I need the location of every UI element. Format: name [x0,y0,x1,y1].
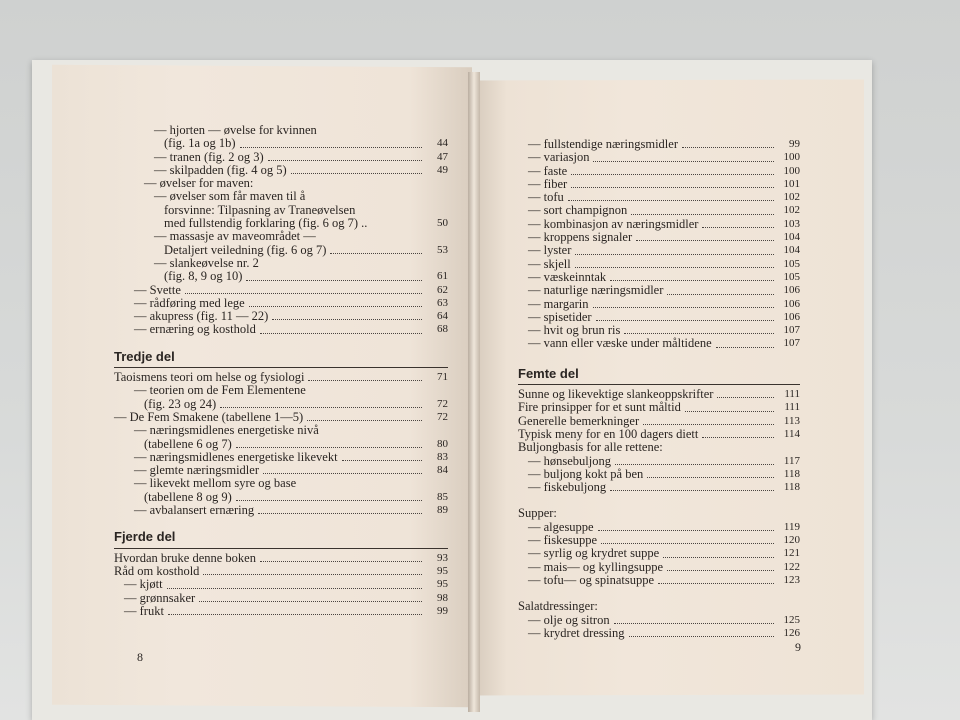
toc-entry-title: — fiber [528,176,568,191]
toc-entry-page: 68 [437,323,448,336]
toc-entry-title: — De Fem Smakene (tabellene 1—5) [114,409,304,424]
toc-entry [518,324,800,337]
toc-entry-page: 47 [437,150,448,163]
toc-entry-title: Buljongbasis for alle rettene: [518,440,663,455]
toc-entry-page: 72 [437,397,448,410]
toc-entry-page: 105 [783,270,800,283]
toc-entry [518,165,800,178]
dot-leader [263,266,422,267]
toc-entry-page: 113 [783,414,800,427]
toc-entry [518,468,800,481]
toc-entry-title: — akupress (fig. 11 — 22) [134,309,269,324]
toc-entry [518,337,800,350]
toc-entry-title: — hønsebuljong [528,453,611,468]
toc-entry-page: 93 [437,551,448,564]
page-number-left: 8 [137,650,143,664]
toc-entry-title: — kombinasjon av næringsmidler [528,216,699,231]
toc-entry-page: 62 [437,283,448,296]
toc-entry [114,217,448,230]
toc-group [114,124,448,337]
dot-leader [571,173,774,175]
toc-entry-page: 89 [437,504,448,517]
toc-entry-page: 95 [437,578,448,591]
toc-entry-title: — øvelser for maven: [144,176,254,191]
toc-entry [518,231,800,244]
toc-entry-title: Taoismens teori om helse og fysiologi [114,370,305,385]
toc-entry-page: 103 [783,217,800,230]
toc-entry-title: — ernæring og kosthold [134,322,256,337]
toc-entry [114,451,448,464]
toc-entry [518,455,800,468]
section-title-femte-del: Femte del [518,365,579,381]
dot-leader [320,240,422,241]
toc-entry-page: 106 [783,284,800,297]
toc-entry-page: 102 [783,204,800,217]
toc-entry [518,284,800,297]
toc-entry-title: (fig. 8, 9 og 10) [164,269,243,284]
dot-leader [342,459,422,461]
toc-entry-title: — hvit og brun ris [528,323,621,338]
toc-entry [518,138,800,151]
toc-entry-page: 84 [437,464,448,477]
toc-entry-title: — kroppens signaler [528,230,633,245]
toc-entry-title: — avbalansert ernæring [134,503,255,518]
dot-leader [185,292,422,294]
toc-entry-page: 64 [437,310,448,323]
toc-entry-page: 119 [783,520,800,533]
toc-entry [518,244,800,257]
toc-entry-page: 100 [783,151,800,164]
dot-leader [614,622,774,624]
toc-entry-title: — likevekt mellom syre og base [134,476,297,491]
toc-entry [114,384,448,397]
toc-entry [114,230,448,243]
toc-entry-page: 107 [783,337,800,350]
toc-entry [518,388,800,401]
toc-entry [114,151,448,164]
dot-leader [643,423,774,425]
toc-entry [114,177,448,190]
toc-entry-title: — spisetider [528,309,592,324]
toc-entry [114,270,448,283]
dot-leader [636,239,774,241]
toc-entry [518,507,800,520]
toc-entry-title: — krydret dressing [528,625,625,640]
dot-leader [593,160,774,162]
toc-entry-title: — vann eller væske under måltidene [528,336,712,351]
right-toc [518,138,800,640]
toc-group [518,507,800,587]
toc-entry-page: 98 [437,591,448,604]
toc-entry-page: 118 [783,481,800,494]
spacer [518,494,800,507]
dot-leader [310,394,422,395]
dot-leader [601,542,774,544]
toc-entry-page: 49 [437,163,448,176]
dot-leader [716,346,774,348]
toc-entry-page: 126 [783,626,800,639]
toc-entry [114,438,448,451]
dot-leader [300,487,422,488]
dot-leader [240,146,422,148]
toc-entry-page: 85 [437,490,448,503]
toc-entry [518,298,800,311]
toc-entry [518,218,800,231]
toc-entry [114,605,448,618]
toc-entry [518,534,800,547]
dot-leader [236,499,422,501]
toc-entry-page: 95 [437,564,448,577]
toc-entry [114,124,448,137]
toc-entry-page: 83 [437,450,448,463]
toc-entry-title: Generelle bemerkninger [518,413,640,428]
dot-leader [321,133,422,134]
toc-entry [114,491,448,504]
toc-entry-title: — sort champignon [528,203,628,218]
dot-leader [272,318,422,320]
dot-leader [263,472,422,474]
dot-leader [220,406,422,408]
toc-entry-title: — næringsmidlenes energetiske nivå [134,423,319,438]
toc-group [114,371,448,517]
dot-leader [631,213,774,215]
toc-entry-title: — faste [528,163,568,178]
dot-leader [717,396,774,398]
dot-leader [610,489,774,491]
toc-entry-title: — øvelser som får maven til å [154,189,306,204]
toc-entry-page: 72 [437,410,448,423]
section-title-fjerde-del: Fjerde del [114,529,176,545]
toc-entry-page: 107 [783,324,800,337]
toc-entry [114,137,448,150]
toc-group [518,388,800,494]
toc-entry [518,178,800,191]
toc-entry [114,464,448,477]
dot-leader [561,517,774,518]
toc-entry [518,401,800,414]
toc-entry-title: — rådføring med lege [134,295,245,310]
toc-entry [518,574,800,587]
toc-entry [114,244,448,257]
dot-leader [309,200,422,201]
dot-leader [330,252,422,254]
toc-entry-page: 104 [783,244,800,257]
dot-leader [568,199,774,201]
toc-entry [114,164,448,177]
toc-entry-page: 106 [783,310,800,323]
dot-leader [571,186,774,188]
toc-entry [518,441,800,454]
toc-entry-title: forsvinne: Tilpasning av Traneøvelsen [164,202,356,217]
toc-entry-page: 61 [437,270,448,283]
toc-entry-page: 99 [789,138,800,150]
toc-entry-title: — næringsmidlenes energetiske likevekt [134,449,338,464]
toc-entry-title: — væskeinntak [528,269,607,284]
toc-entry-page: 121 [783,547,800,560]
toc-entry [518,627,800,640]
book-gutter [468,72,480,712]
toc-entry-page: 106 [783,297,800,310]
toc-entry [518,561,800,574]
dot-leader [702,226,774,228]
toc-entry-title: Fire prinsipper for et sunt måltid [518,400,681,415]
dot-leader [667,293,774,295]
toc-entry-title: — fiskesuppe [528,533,598,548]
toc-entry-title: — tofu [528,190,564,205]
dot-leader [268,159,422,161]
section-rule [114,367,448,368]
toc-entry [114,323,448,336]
dot-leader [203,573,422,575]
toc-entry-page: 101 [783,177,800,190]
toc-entry-title: — skilpadden (fig. 4 og 5) [154,162,287,177]
dot-leader [682,146,774,148]
dot-leader [260,332,422,334]
toc-entry-title: — massasje av maveområdet — [154,229,316,244]
toc-entry [114,297,448,310]
toc-entry-title: — buljong kokt på ben [528,466,644,481]
toc-entry-page: 80 [437,437,448,450]
toc-entry-page: 53 [437,243,448,256]
toc-entry-title: — variasjon [528,150,590,165]
toc-entry-title: — naturlige næringsmidler [528,283,664,298]
toc-entry [114,477,448,490]
toc-entry-title: Detaljert veiledning (fig. 6 og 7) [164,242,327,257]
toc-entry-title: — margarin [528,296,589,311]
toc-entry [518,547,800,560]
toc-entry-title: — teorien om de Fem Elementene [134,383,306,398]
dot-leader [663,556,774,558]
toc-entry-title: — fiskebuljong [528,480,607,495]
dot-leader [246,279,422,281]
toc-entry [518,204,800,217]
dot-leader [575,253,774,255]
dot-leader [685,410,774,412]
toc-entry [114,371,448,384]
dot-leader [575,266,774,268]
dot-leader [658,582,774,584]
toc-entry-title: — syrlig og krydret suppe [528,546,660,561]
dot-leader [258,512,422,514]
toc-entry [518,521,800,534]
toc-entry [518,258,800,271]
dot-leader [598,529,774,531]
dot-leader [260,560,422,562]
toc-entry [114,204,448,217]
toc-entry-title: (fig. 23 og 24) [144,396,217,411]
toc-entry [114,424,448,437]
toc-entry-page: 123 [783,573,800,586]
dot-leader [702,436,774,438]
toc-entry-title: Supper: [518,506,557,521]
toc-group [114,552,448,618]
toc-entry-title: (fig. 1a og 1b) [164,136,236,151]
dot-leader [615,463,774,465]
toc-entry-title: — slankeøvelse nr. 2 [154,255,259,270]
toc-entry [518,311,800,324]
toc-entry [518,271,800,284]
toc-entry-page: 120 [783,534,800,547]
toc-entry-title: — fullstendige næringsmidler [528,137,678,151]
toc-entry-title: Hvordan bruke denne boken [114,550,256,565]
dot-leader [593,306,774,308]
toc-entry-title: — tranen (fig. 2 og 3) [154,149,264,164]
toc-entry-title: — frukt [124,603,164,618]
toc-entry-title: — Svette [134,282,181,297]
toc-entry-title: (tabellene 8 og 9) [144,489,232,504]
toc-entry [114,310,448,323]
toc-entry-title: — glemte næringsmidler [134,463,259,478]
page-number-right: 9 [795,640,801,654]
toc-entry [114,565,448,578]
toc-entry [114,504,448,517]
toc-entry-page: 71 [437,371,448,384]
dot-leader [602,610,774,611]
dot-leader [647,476,774,478]
toc-entry-title: — kjøtt [124,577,163,592]
toc-entry-page: 114 [783,427,800,440]
toc-entry [114,411,448,424]
toc-entry-title: — olje og sitron [528,612,610,627]
toc-entry [518,415,800,428]
toc-group [518,600,800,640]
toc-entry [518,428,800,441]
dot-leader [307,419,422,421]
dot-leader [624,332,774,334]
toc-entry [518,614,800,627]
dot-leader [257,186,422,187]
dot-leader [596,319,774,321]
toc-entry-title: — grønnsaker [124,590,196,605]
dot-leader [291,172,422,174]
toc-entry-page: 100 [783,164,800,177]
toc-entry [114,552,448,565]
toc-entry [114,398,448,411]
toc-entry-page: 50 [437,217,448,230]
toc-entry [114,284,448,297]
toc-entry [518,481,800,494]
section-rule [518,384,800,385]
toc-entry-title: — algesuppe [528,519,594,534]
toc-entry-title: (tabellene 6 og 7) [144,436,232,451]
dot-leader [667,451,774,452]
dot-leader [249,305,422,307]
dot-leader [371,226,422,227]
toc-entry-page: 99 [437,604,448,617]
toc-group [518,138,800,351]
toc-entry [114,257,448,270]
toc-entry-title: — tofu— og spinatsuppe [528,572,655,587]
toc-entry-page: 125 [783,613,800,626]
dot-leader [308,379,422,381]
toc-entry-title: med fullstendig forklaring (fig. 6 og 7) .. [164,216,368,231]
dot-leader [199,600,422,602]
toc-entry-page: 117 [783,454,800,467]
toc-entry [518,191,800,204]
toc-entry [114,578,448,591]
toc-entry [518,151,800,164]
toc-entry-title: — skjell [528,256,571,271]
toc-entry [114,190,448,203]
toc-entry-title: — lyster [528,243,572,258]
left-toc [114,124,448,618]
toc-entry-title: Salatdressinger: [518,599,598,614]
toc-entry-page: 102 [783,191,800,204]
toc-entry-page: 63 [437,296,448,309]
toc-entry-page: 118 [783,467,800,480]
dot-leader [667,569,774,571]
toc-entry-title: Typisk meny for en 100 dagers diett [518,426,699,441]
section-rule [114,548,448,549]
toc-entry-page: 44 [437,137,448,150]
section-title-tredje-del: Tredje del [114,348,175,364]
toc-entry-title: Råd om kosthold [114,563,200,578]
toc-entry-page: 111 [784,388,800,401]
toc-entry-page: 104 [783,231,800,244]
toc-entry [518,600,800,613]
toc-entry-page: 111 [784,401,800,414]
toc-entry-title: — hjorten — øvelse for kvinnen [154,123,317,137]
toc-entry-title: — mais— og kyllingsuppe [528,559,664,574]
dot-leader [236,446,422,448]
dot-leader [323,434,422,435]
toc-entry-title: Sunne og likevektige slankeoppskrifter [518,387,714,402]
dot-leader [167,587,422,589]
toc-entry [114,592,448,605]
dot-leader [359,213,422,214]
dot-leader [629,635,774,637]
toc-entry-page: 122 [783,560,800,573]
dot-leader [610,279,774,281]
toc-entry-page: 105 [783,257,800,270]
dot-leader [168,613,422,615]
